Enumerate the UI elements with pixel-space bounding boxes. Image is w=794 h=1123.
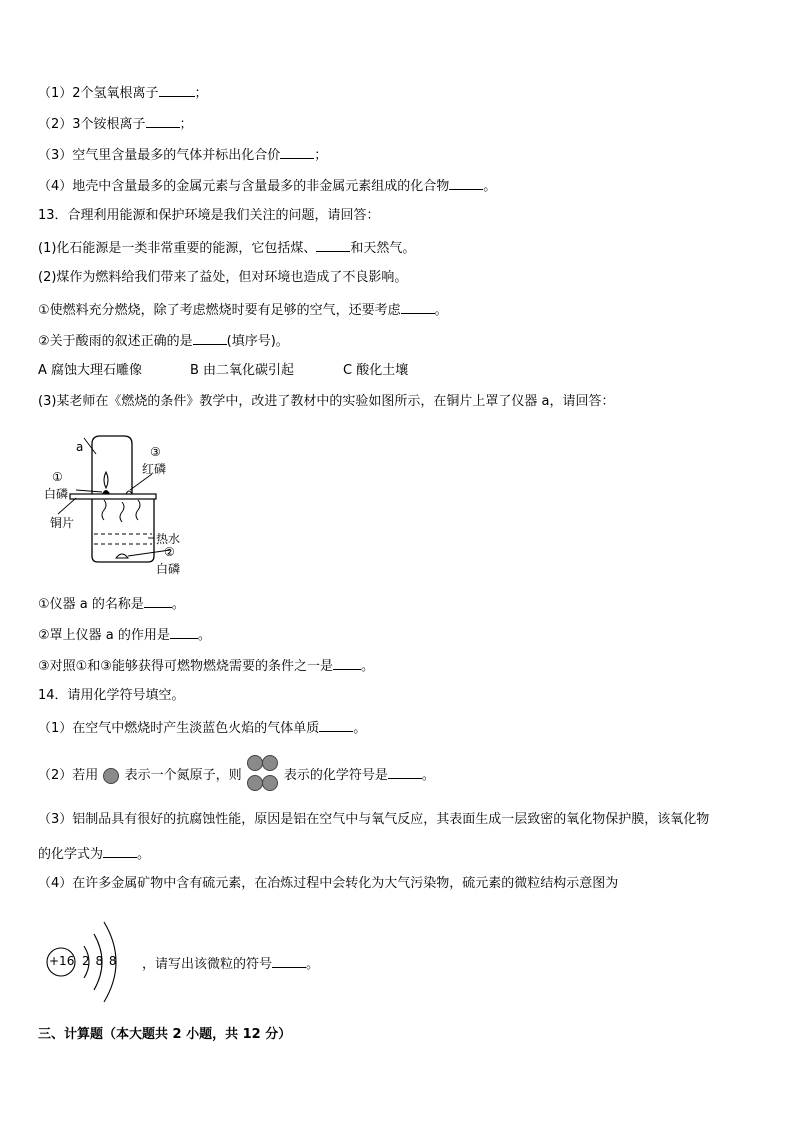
q14-part-1: （1）在空气中燃烧时产生淡蓝色火焰的气体单质 。 (38, 721, 367, 736)
answer-blank[interactable] (144, 595, 172, 608)
q13-part-2: (2)煤作为燃料给我们带来了益处，但对环境也造成了不良影响。 (38, 270, 408, 285)
q14-title: 14．请用化学符号填空。 (38, 688, 185, 703)
q13-title: 13．合理利用能源和保护环境是我们关注的问题，请回答： (38, 208, 380, 223)
answer-blank[interactable] (193, 332, 227, 345)
q12-item-1: （1）2个氢氧根离子 ； (38, 86, 208, 101)
label-hot-water: 热水 (156, 532, 181, 546)
nitrogen-atom-icon (102, 769, 120, 783)
answer-blank[interactable] (170, 626, 198, 639)
q14-part-4-tail: ，请写出该微粒的符号 。 (142, 957, 320, 972)
option-c: C 酸化土壤 (343, 363, 409, 378)
q13-options (38, 363, 408, 379)
q14-part-4: （4）在许多金属矿物中含有硫元素，在冶炼过程中会转化为大气污染物，硫元素的微粒结构示意图为 (38, 876, 619, 891)
label-circled-3: ③ (150, 445, 161, 459)
option-b: B 由二氧化碳引起 (190, 363, 295, 378)
label-a: a (76, 440, 84, 454)
answer-blank[interactable] (280, 146, 314, 159)
q12-item-2: （2）3个铵根离子 ； (38, 117, 193, 132)
answer-blank[interactable] (388, 766, 422, 779)
answer-blank[interactable] (146, 115, 180, 128)
option-a: A 腐蚀大理石雕像 (38, 363, 143, 378)
nitrogen-molecules-icon (246, 769, 280, 783)
combustion-apparatus-diagram (40, 430, 240, 590)
nucleus-charge: +16 (49, 954, 75, 968)
answer-blank[interactable] (319, 719, 353, 732)
q14-part-2: （2）若用 表示一个氮原子，则 表示的化学符号是 。 (38, 766, 435, 784)
label-white-phosphorus-2: 白磷 (156, 562, 181, 576)
answer-blank[interactable] (333, 657, 361, 670)
electron-counts: 2 8 8 (82, 954, 118, 968)
label-white-phosphorus-1: 白磷 (44, 487, 69, 501)
q13-sub-2: ②罩上仪器 a 的作用是 。 (38, 628, 211, 643)
answer-blank[interactable] (401, 301, 435, 314)
q13-part-3: (3)某老师在《燃烧的条件》教学中，改进了教材中的实验如图所示，在铜片上罩了仪器 a，请回答： (38, 394, 615, 409)
label-red-phosphorus: 红磷 (142, 462, 167, 476)
q13-sub-3: ③对照①和③能够获得可燃物燃烧需要的条件之一是 。 (38, 659, 374, 674)
q13-sub-1: ①仪器 a 的名称是 。 (38, 597, 185, 612)
q13-part-2-2: ②关于酸雨的叙述正确的是 (填序号)。 (38, 334, 289, 349)
answer-blank[interactable] (103, 845, 137, 858)
q13-part-2-1: ①使燃料充分燃烧，除了考虑燃烧时要有足够的空气，还要考虑 。 (38, 303, 448, 318)
q12-item-3: （3）空气里含量最多的气体并标出化合价 ； (38, 148, 328, 163)
label-copper-plate: 铜片 (50, 516, 75, 530)
q14-part-3-line-1: （3）铝制品具有很好的抗腐蚀性能，原因是铝在空气中与氧气反应，其表面生成一层致密的氧化物保护膜，该氧化物 (38, 812, 710, 827)
label-circled-2: ② (164, 545, 175, 559)
q13-part-1: (1)化石能源是一类非常重要的能源，它包括煤、 和天然气。 (38, 241, 416, 256)
answer-blank[interactable] (316, 239, 350, 252)
answer-blank[interactable] (159, 84, 195, 97)
q14-part-3-line-2: 的化学式为 。 (38, 847, 151, 862)
q12-item-4: （4）地壳中含量最多的金属元素与含量最多的非金属元素组成的化合物 。 (38, 179, 497, 194)
answer-blank[interactable] (449, 177, 483, 190)
label-circled-1: ① (52, 470, 63, 484)
section-3-title: 三、计算题（本大题共 2 小题，共 12 分） (38, 1027, 292, 1042)
answer-blank[interactable] (272, 955, 306, 968)
